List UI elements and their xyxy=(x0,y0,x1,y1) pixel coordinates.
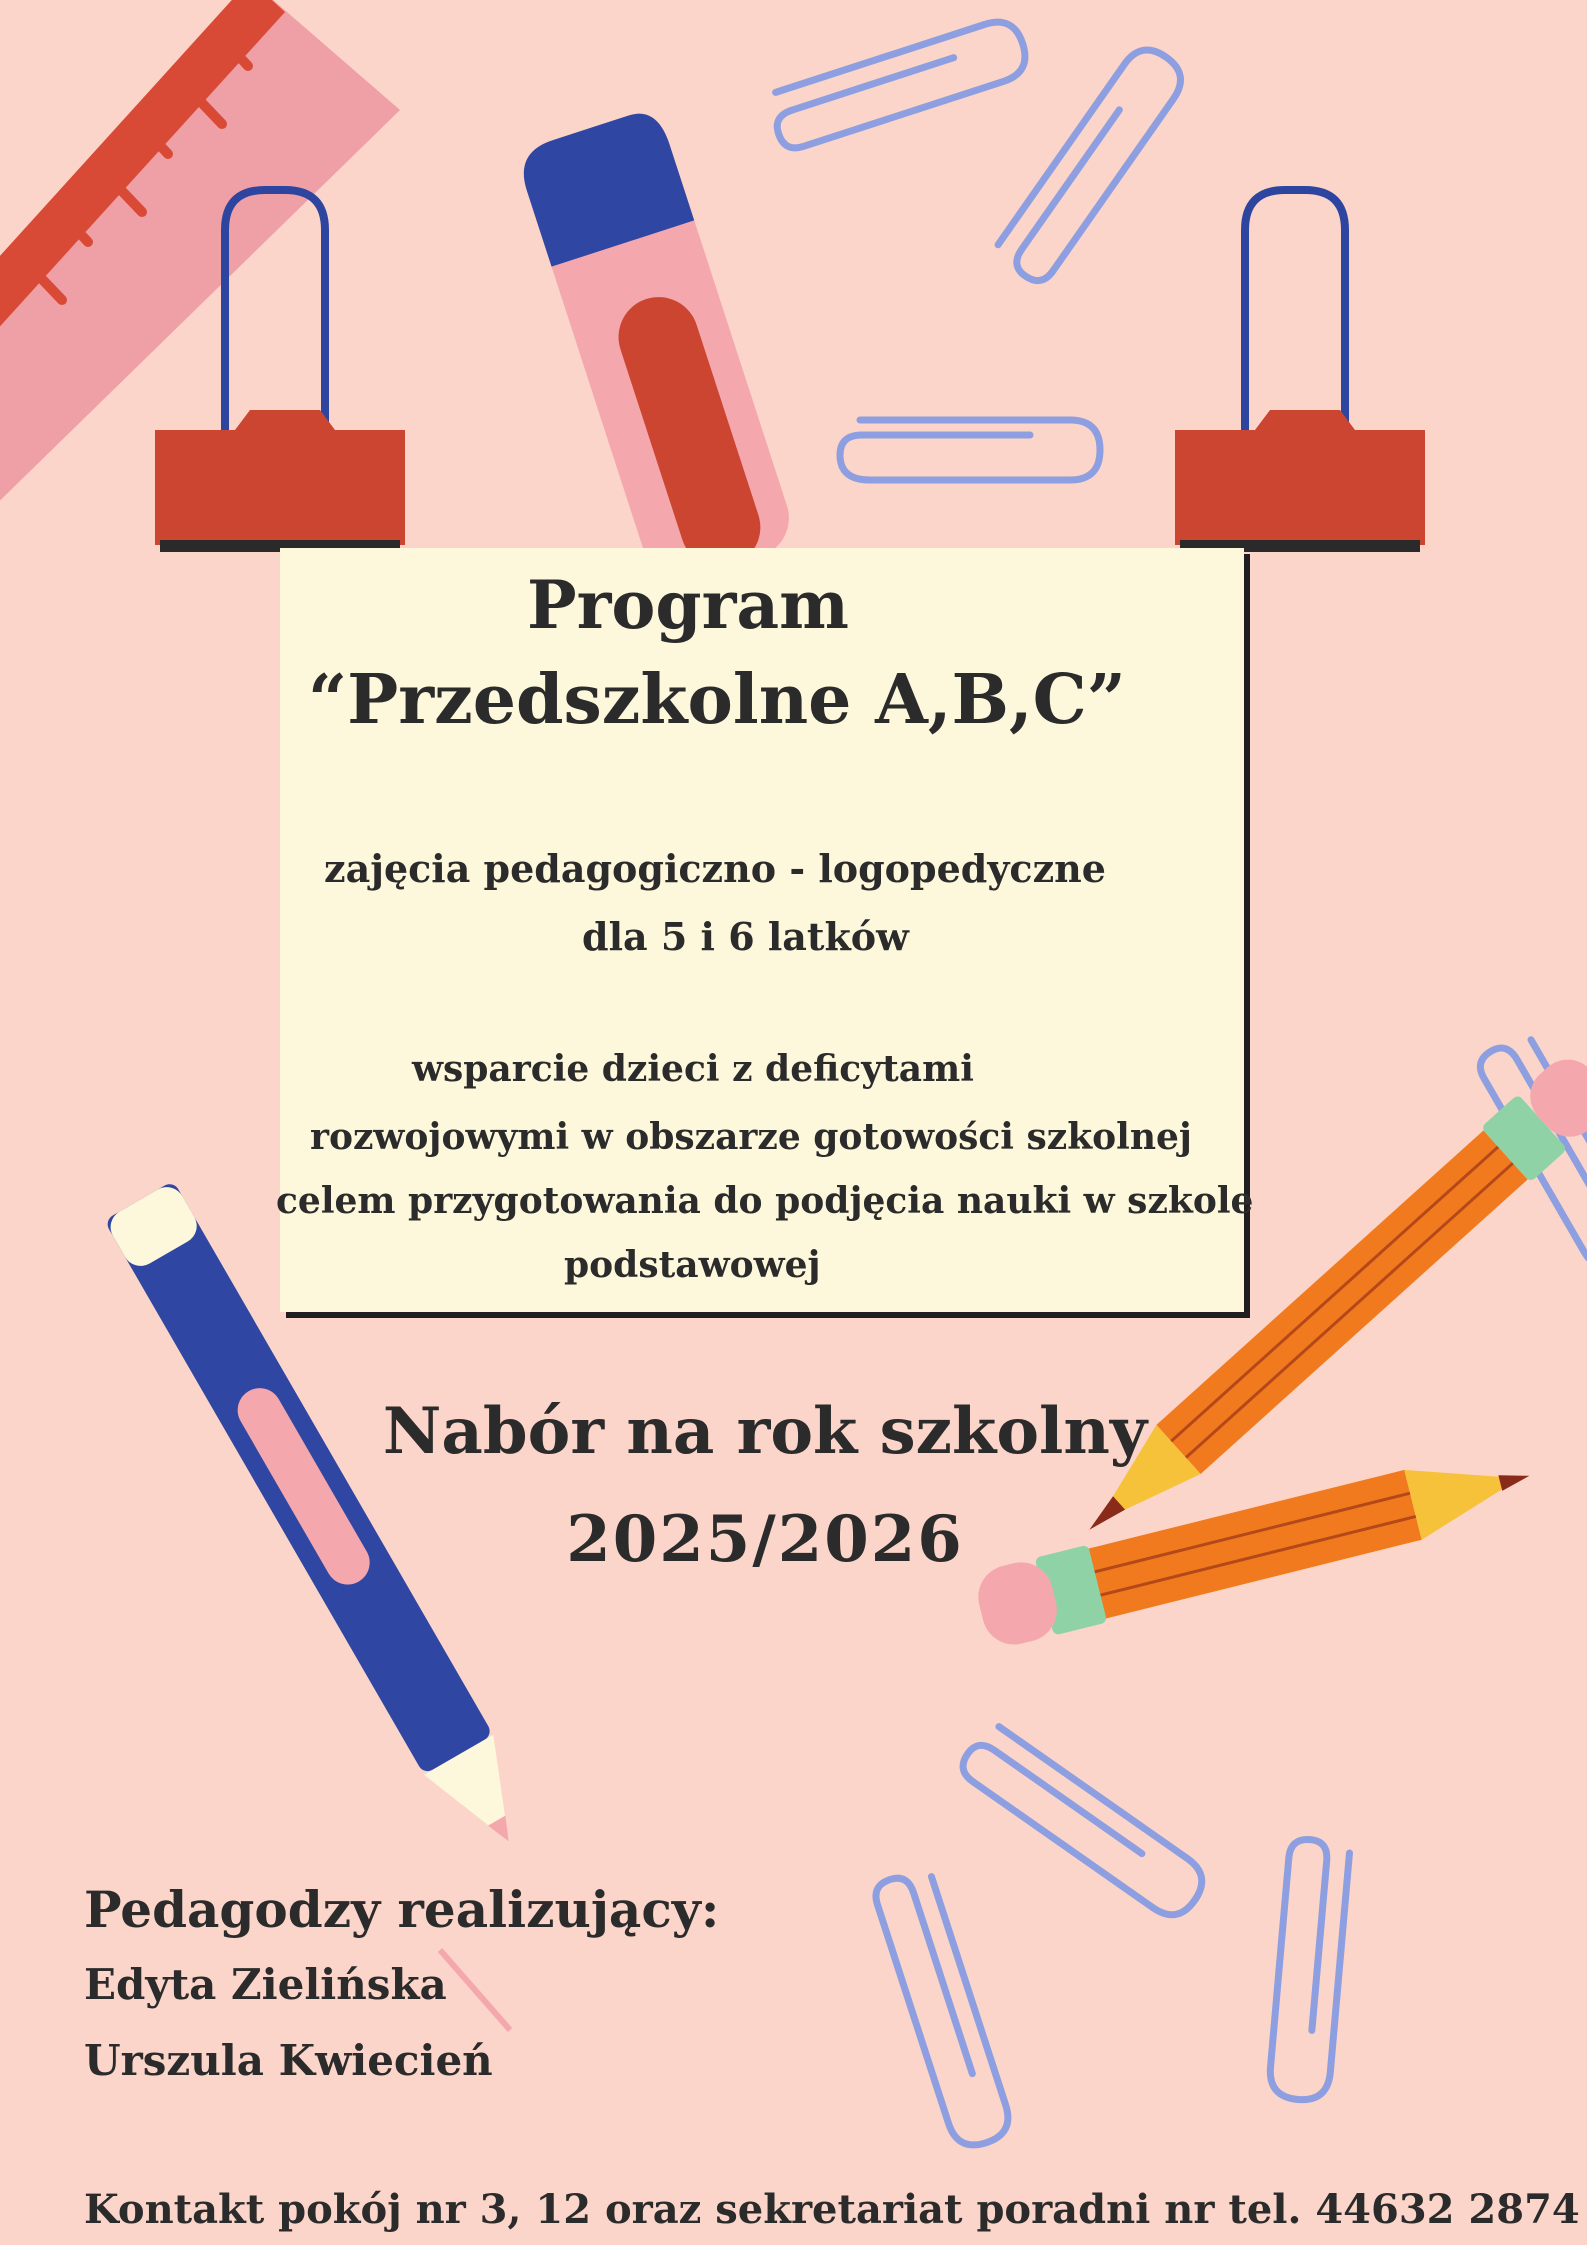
recruitment-year: 2025/2026 xyxy=(566,1502,964,1577)
note-line-4: rozwojowymi w obszarze gotowości szkolnej xyxy=(310,1116,1192,1158)
program-label: Program xyxy=(527,566,849,644)
note-line-3: wsparcie dzieci z deficytami xyxy=(412,1048,974,1090)
pen-line-icon xyxy=(440,1950,510,2030)
staff-title: Pedagodzy realizujący: xyxy=(84,1880,720,1939)
note-line-5: celem przygotowania do podjęcia nauki w szkole xyxy=(276,1180,1254,1222)
note-line-2: dla 5 i 6 latków xyxy=(582,914,909,959)
recruitment-title: Nabór na rok szkolny xyxy=(382,1394,1148,1469)
program-name: “Przedszkolne A,B,C” xyxy=(308,660,1126,740)
note-line-1: zajęcia pedagogiczno - logopedyczne xyxy=(324,846,1106,891)
eraser-pen-icon xyxy=(514,106,799,590)
note-line-6: podstawowej xyxy=(564,1244,821,1286)
staff-member: Edyta Zielińska xyxy=(84,1960,447,2009)
note-card xyxy=(276,548,1254,1312)
contact-line: Kontakt pokój nr 3, 12 oraz sekretariat poradni nr tel. 44632 2874 xyxy=(84,2186,1580,2233)
binder-clip-icon xyxy=(1175,190,1425,552)
staff-member: Urszula Kwiecień xyxy=(84,2036,493,2085)
